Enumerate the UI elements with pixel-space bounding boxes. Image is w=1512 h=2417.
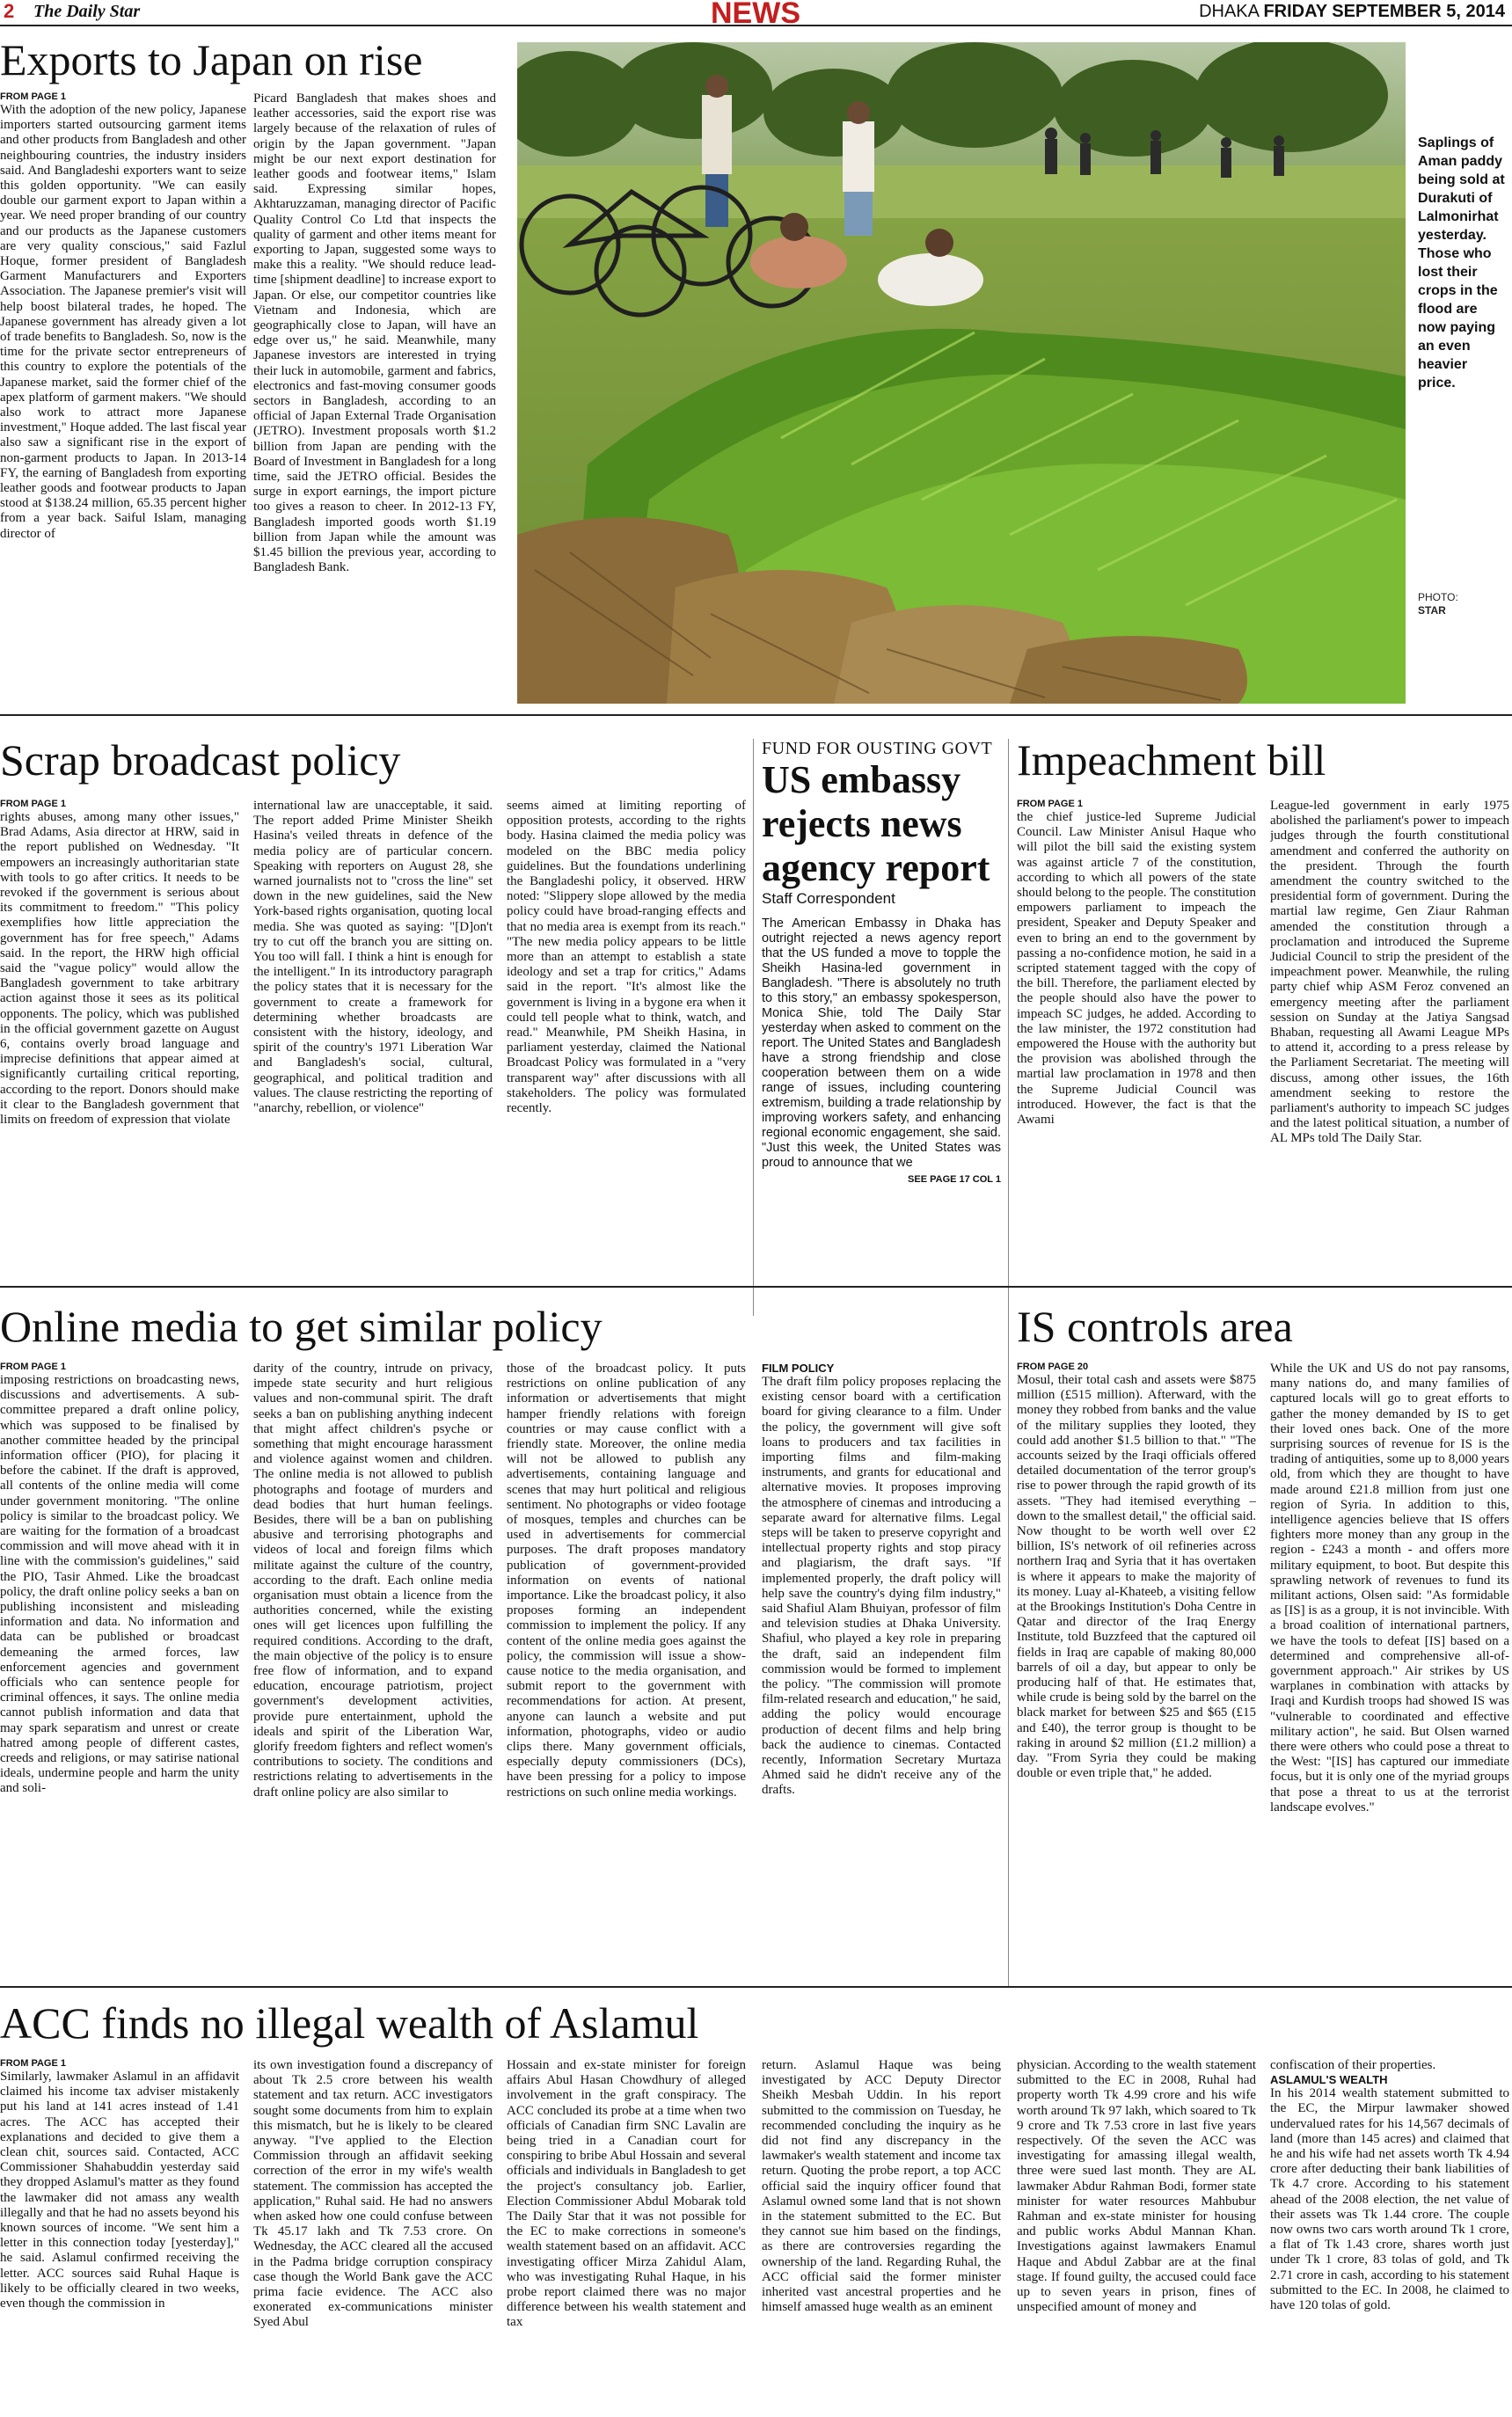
article-online-col2 <box>253 1362 493 1983</box>
article-impeachment-col1 <box>1017 799 1256 1312</box>
article-text: The draft film policy proposes replacing the existing censor board with a certification board for giving clearance to a film. Under the policy, the government will give soft loans to producers and tax facilities in importing films and film-making instruments, and grants for educational and alternative movies. It proposes improving the atmosphere of cinemas and introducing a separate award for alternative films. Legal steps will be taken to preserve copyright and intellectual property rights and stop piracy and plagiarism, the draft says. "If implemented properly, the draft policy will help save the country's dying film industry," said Shafiul Alam Bhuiyan, professor of film and television studies at Dhaka University. Shafiul, who played a key role in preparing the draft, said an independent film commission would be formed to implement the policy. "The commission will promote film-related research and education," he said, adding the policy would encourage production of decent films and help bring back the audience to cinemas. Contacted recently, Information Secretary Murtaza Ahmed said he didn't receive any of the drafts. <box>762 1375 1001 1798</box>
headline-japan: Exports to Japan on rise <box>0 35 423 84</box>
article-text: Similarly, lawmaker Aslamul in an affidavit claimed his income tax adviser mistakenly put his land at 141 acres instead of 1.41 acres. The ACC has accepted their explanations and decided to give them a clean chit, sources said. Contacted, ACC Commissioner Shahabuddin yesterday said they dropped Aslamul's matter as they found the lawmaker did not amass any wealth illegally and that he had no assets beyond his known sources of income. "We sent him a letter in this connection today [yesterday]," he said. Aslamul confirmed receiving the letter. ACC sources said Ruhal Haque is likely to be officially cleared in two weeks, even though the commission in <box>0 2070 239 2311</box>
article-broadcast-col2 <box>253 799 493 1312</box>
article-broadcast-col1 <box>0 799 239 1312</box>
article-is-col2 <box>1270 1362 1509 1983</box>
from-page-label: FROM PAGE 1 <box>0 799 66 809</box>
article-text: return. Aslamul Haque was being investigated by ACC Deputy Director Sheikh Mesbah Uddin. In his report submitted to the commission on Tuesday, he recommended concluding the inquiry as he did not find any discrepancy in the lawmaker's wealth statement and income tax return. Quoting the probe report, a top ACC official said the inquiry officer found that Aslamul owned some land that is not shown in the statement submitted to the EC. But they cannot sue him based on the findings, as there are controversies regarding the ownership of the land. Regarding Ruhal, the ACC official said the former minister inherited vast ancestral properties and he himself amassed huge wealth as an eminent <box>762 2058 1001 2315</box>
article-impeachment-col2 <box>1270 799 1509 1312</box>
article-text: those of the broadcast policy. It puts restrictions on online publication of any information or advertisements that might hamper friendly relations with foreign countries or may cause conflict with a friendly state. Moreover, the online media will not be allowed to publish any advertisements, containing language and scenes that may hurt political and religious sentiment. No photographs or video footage of mosques, temples and churches can be used in advertisements for commercial purposes. The draft proposes mandatory publication of government-provided information on events of national importance. Like the broadcast policy, it also proposes forming an independent commission to implement the policy. If any content of the online media goes against the policy, the commission will issue a show-cause notice to the media organisation, and submit report to the government with recommendations for action. At present, anyone can launch a website and put information, photographs, video or audio clips there. Many government officials, especially deputy commissioners (DCs), have been pressing for a policy to impose restrictions on such online media workings. <box>507 1362 746 1800</box>
article-text: rights abuses, among many other issues," Brad Adams, Asia director at HRW, said in the report published on Wednesday. "It empowers an increasingly authoritarian state with tools to go after critics. It needs to be revoked if the government is serious about its commitment to freedom." "This policy exemplifies how little appreciation the government has for free speech," Adams said. In the report, the HRW high official said the "vague policy" would allow the Bangladesh government to take arbitrary action against those it sees as its political opponents. The policy, which was published in the official government gazette on August 6, contains overly broad language and imprecise definitions that appear aimed at significantly curtailing critical reporting, according to the report. Donors should make it clear to the Bangladesh government that limits on freedom of expression that violate <box>0 810 239 1128</box>
article-text: Hossain and ex-state minister for foreign affairs Abul Hasan Chowdhury of alleged involvement in the graft conspiracy. The ACC concluded its probe at a time when two officials of Canadian firm SNC Lavalin are being tried in a Canadian court for conspiring to bribe Abul Hossain and several officials and individuals in Bangladesh to get the project's consultancy job. Earlier, Election Commissioner Abdul Mobarak told The Daily Star that it was not possible for the EC to make corrections in someone's wealth statement based on an affidavit. ACC investigating officer Mirza Zahidul Alam, who was investigating Ruhal Haque, in his probe report claimed there was no major difference between his wealth statement and tax <box>507 2058 746 2330</box>
column-rule <box>1008 1302 1009 1988</box>
article-acc-col1 <box>0 2058 239 2413</box>
article-text: League-led government in early 1975 abolished the parliament's power to impeach judges through the fourth constitutional amendment and conferred the authority on the president. Through the fourth amendment the country switched to the presidential form of government. During the martial law regime, Gen Ziaur Rahman amended the constitution through a proclamation and introduced the Supreme Judicial Council to strip the president of the impeachment power. Meanwhile, the ruling party chief whip ASM Feroz convened an emergency meeting after the parliament session on Sunday at the Jatiya Sangsad Bhaban, requesting all Awami League MPs to attend it, according to a press release by the Parliament Secretariat. The meeting will discuss, among other issues, the 16th amendment seeking to restore the parliament's authority to impeach SC judges and the latest political situation, a number of AL MPs told The Daily Star. <box>1270 799 1509 1146</box>
article-acc-col2 <box>253 2058 493 2413</box>
column-rule <box>1008 739 1009 1316</box>
from-page-label: FROM PAGE 1 <box>0 91 66 102</box>
article-text: the chief justice-led Supreme Judicial Council. Law Minister Anisul Haque who will pilot the bill said the existing system was against article 7 of the constitution, according to which all powers of the state should belong to the people. The constitution empowers parliament to impeach the president, Speaker and Deputy Speaker and even to bring an end to the government by passing a no-confidence motion, he said in a scripted statement tagged with the copy of the bill. Therefore, the parliament elected by the people should also have the power to impeach SC judges, he added. According to the law minister, the 1972 constitution had empowered the House with the authority but the provision was abolished through the martial law proclamation in 1978 and then the Supreme Judicial Council was introduced. However, the fact is that the Awami <box>1017 810 1256 1128</box>
masthead <box>0 0 1512 30</box>
section-divider <box>0 714 1512 716</box>
column-rule <box>753 739 754 1316</box>
section-title: NEWS <box>711 0 800 30</box>
article-text: physician. According to the wealth statement submitted to the EC in 2008, Ruhal had property worth Tk 4.99 crore and his wife worth around Tk 97 lakh, which soared to Tk 9 crore and Tk 7.53 crore in last five years respectively. Of the seven the ACC was investigating for amassing illegal wealth, three were sued last month. They are AL lawmaker Abdur Rahman Bodi, former state minister for water resources Mahbubur Rahman and ex-state minister for housing and public works Abdul Mannan Khan. Investigations against lawmakers Enamul Haque and Abdul Zabbar are at the final stage. If found guilty, the accused could face up to seven years in prison, fines of unspecified amount of money and <box>1017 2058 1256 2315</box>
headline-is: IS controls area <box>1017 1302 1293 1351</box>
article-online-col1 <box>0 1362 239 1983</box>
article-online-col3 <box>507 1362 746 1983</box>
article-text: imposing restrictions on broadcasting news, discussions and advertisements. A sub-committee prepared a draft online policy, which was supposed to be finalised by another committee headed by the principal information officer (PIO), for placing it before the cabinet. If the draft is approved, all contents of the online media will come under government monitoring. "The online policy is similar to the broadcast policy. We are waiting for the formation of a broadcast commission and will move ahead with it in line with the commission's guidelines," said the PIO, Tasir Ahmed. Like the broadcast policy, the draft online policy seeks a ban on publishing inconsistent and misleading information and data. No information and data can be published or broadcast demeaning the armed forces, law enforcement agencies and government officials who can sentence people for criminal offences, it says. The online media cannot publish information and data that may spark separatism and unrest or create hatred among people of different castes, creeds and religions, or may satirise national ideals, undermine people and harm the unity and soli- <box>0 1373 239 1796</box>
subhead: FILM POLICY <box>762 1362 835 1375</box>
article-text: Mosul, their total cash and assets were $875 million (£515 million). Afterward, with the money they robbed from banks and the value of the military supplies they looted, they could add another $1.5 billion to that." "The accounts seized by the Iraqi officials offered detailed documentation of the terror group's rise to power through the rapid growth of its assets. "They had itemised everything – down to the smallest detail," the official said. Now thought to be worth well over £2 billion, IS's network of oil refineries across northern Iraq and Syria that it has overtaken is where it appears to make the majority of its money. Luay al-Khateeb, a visiting fellow at the Brookings Institution's Doha Centre in Qatar and director of the Iraq Energy Institute, told Buzzfeed that the captured oil fields in Iraq are capable of making 80,000 barrels of oil a day, but appear to only be producing half of that. He estimates that, while crude is being sold by the barrel on the black market for between $25 and $65 (£15 and £40), the terror group is thought to be raking in around $2 million (£1.2 million) a day. "From Syria they could be making double or even triple that," he added. <box>1017 1373 1256 1781</box>
article-text: seems aimed at limiting reporting of opposition protests, according to the rights body. Hasina claimed the media policy was modeled on the BBC media policy guidelines. But the foundations underlining the Bangladeshi policy, it observed. HRW noted: "Slippery slope allowed by the media policy could have broad-ranging effects and that no media area is exempt from its reach." "The new media policy appears to be little more than an attempt to establish a state ideology and set a trap for critics," Adams said in the report. "It's almost like the government is living in a bygone era when it could tell people what to think, watch, and read." Meanwhile, PM Sheikh Hasina, in parliament yesterday, claimed the National Broadcast Policy was formulated in a "very transparent way" after discussions with all stakeholders. The policy was formulated recently. <box>507 799 746 1116</box>
paddy-market-photo <box>517 42 1406 704</box>
byline: Staff Correspondent <box>762 890 895 907</box>
article-acc-col5 <box>1017 2058 1256 2413</box>
article-online-col4 <box>762 1362 1001 1983</box>
from-page-label: FROM PAGE 20 <box>1017 1362 1089 1372</box>
from-page-label: FROM PAGE 1 <box>1017 799 1083 809</box>
article-text: While the UK and US do not pay ransoms, many nations do, and many families of captured locals will go to great efforts to gather the money demanded by IS to get their loved ones back. One of the more surprising sources of revenue for IS is the trading of antiquities, some up to 8,000 years old, from which they are thought to have made around £21.8 million from just one region of Syria. In addition to this, intelligence agencies believe that IS offers fighters more money than any group in the region - £243 a month - and offers more military equipment, to boot. But despite this sprawling network of revenues to fund its militant actions, Olsen said: "As formidable as [IS] is as a group, it is not invincible. With a broad coalition of international partners, we have the tools to defeat [IS] based on a determined and comprehensive all-of-government approach." Air strikes by US warplanes in combination with attacks by Iraqi and Kurdish troops had showed IS was "vulnerable to coordinated and effective military action", he said. But Olsen warned there were others who could pose a threat to the West: "[IS] has captured our immediate focus, but it is only one of the myriad groups that pose a threat to us at the terrorist landscape evolves." <box>1270 1362 1509 1815</box>
article-japan-col2 <box>253 91 496 707</box>
section-divider <box>0 1986 1512 1988</box>
dateline <box>1199 2 1505 22</box>
headline-online-media: Online media to get similar policy <box>0 1302 603 1351</box>
paper-name: The Daily Star <box>33 2 141 21</box>
headline-broadcast: Scrap broadcast policy <box>0 735 401 785</box>
article-text: confiscation of their properties. <box>1270 2058 1436 2072</box>
story-kicker: FUND FOR OUSTING GOVT <box>762 739 993 758</box>
article-text: With the adoption of the new policy, Japanese importers started outsourcing garment items and other products from Bangladesh and other neighbouring countries, the industry insiders said. And Bangladeshi exporters want to seize this golden opportunity. "We can easily double our garment export to Japan within a year. We need proper branding of our country and our products as the Japanese customers are very quality conscious," said Fazlul Hoque, former president of Bangladesh Garment Manufacturers and Exporters Association. The Japanese premier's visit will help boost bilateral trades, he hoped. The Japanese government has already given a lot of trade benefits to Bangladesh. So, now is the time for the private sector entrepreneurs of this country to explore the potentials of the Japanese market, said the former chief of the apex platform of garment makers. "We should also work to attract more Japanese investment," Hoque added. The last fiscal year also saw a significant rise in the export of non-garment products to Japan. In 2013-14 FY, the earning of Bangladesh from exporting leather goods and footwear products to Japan stood at $138.24 million, 65.35 percent higher from a year back. Saiful Islam, managing director of <box>0 103 246 541</box>
article-broadcast-col3 <box>507 799 746 1312</box>
article-japan-col1 <box>0 91 246 707</box>
article-is-col1 <box>1017 1362 1256 1983</box>
photo-caption: Saplings of Aman paddy being sold at Durakuti of Lalmonirhat yesterday. Those who lost their crops in the flood are now paying an even heavier price. <box>1418 135 1505 391</box>
photo-credit-label: PHOTO: <box>1418 591 1458 603</box>
headline-embassy: US embassy rejects news agency report <box>762 758 990 889</box>
article-acc-col4 <box>762 2058 1001 2413</box>
headline-acc: ACC finds no illegal wealth of Aslamul <box>0 1998 699 2048</box>
from-page-label: FROM PAGE 1 <box>0 2058 66 2069</box>
from-page-label: FROM PAGE 1 <box>0 1362 66 1372</box>
photo-credit-name: STAR <box>1418 604 1446 617</box>
article-text: The American Embassy in Dhaka has outright rejected a news agency report that the US funded a move to topple the Sheikh Hasina-led government in Bangladesh. "There is absolutely no truth to this story," an embassy spokesperson, Monica Shie, told The Daily Star yesterday when asked to comment on the report. The United States and Bangladesh have a strong friendship and close cooperation between them on a wide range of issues, including countering extremism, building a trade relationship by improving workers safety, and enhancing regional economic engagement, she said. "Just this week, the United States was proud to announce that we <box>762 916 1001 1170</box>
article-acc-col6 <box>1270 2058 1509 2413</box>
section-divider <box>0 1286 1512 1288</box>
headline-impeachment: Impeachment bill <box>1017 735 1326 785</box>
photo-credit <box>1418 591 1458 617</box>
article-text: its own investigation found a discrepancy of about Tk 2.5 crore between his wealth statement and tax return. ACC investigators sought some documents from him to explain this mismatch, but he is likely to be cleared anyway. "I've applied to the Election Commission through an affidavit seeking correction of the error in my wife's wealth statement. The commission has accepted the application," Ruhal said. He had no answers when asked how one could confuse between Tk 45.17 lakh and Tk 7.53 crore. On Wednesday, the ACC cleared all the accused in the Padma bridge corruption conspiracy case though the World Bank gave the ACC prima facie evidence. The ACC also exonerated ex-communications minister Syed Abul <box>253 2058 493 2330</box>
subhead: ASLAMUL'S WEALTH <box>1270 2073 1388 2087</box>
article-text: international law are unacceptable, it said. The report added Prime Minister Sheikh Hasina's veiled threats in defence of the media policy are of particular concern. Speaking with reporters on August 28, she warned journalists not to "cross the line" set down in the new guidelines, said the New York-based rights organisation, quoting local media. She was quoted as saying: "[D]on't try to cut off the branch you are sitting on. You too will fall. I think a hint is enough for the intelligent." In its introductory paragraph the policy states that it is necessary for the government to create a framework for determining whether broadcasts are consistent with the history, ideology, and spirit of the country's 1971 Liberation War and Bangladesh's social, cultural, geographical, and political tradition and values. The clause restricting the reporting of "anarchy, rebellion, or violence" <box>253 799 493 1116</box>
article-text: Picard Bangladesh that makes shoes and leather accessories, said the export rise was largely because of the relaxation of rules of origin by the Japan government. "Japan might be our next export destination for leather goods and footwear items," Islam said. Expressing similar hopes, Akhtaruzzaman, managing director of Pacific Quality Control Co Ltd that inspects the quality of garment and other items meant for exporting to Japan, suggested some ways to make this a reality. "We should reduce lead-time [shipment deadline] to increase export to Japan. Or else, our competitor countries like Vietnam and Indonesia, which are geographically close to Japan, will have an edge over us," he said. Meanwhile, many Japanese investors are interested in trying their luck in automobile, garment and fabrics, electronics and fast-moving consumer goods sectors in Bangladesh, according to an official of Japan External Trade Organisation (JETRO). Investment proposals worth $1.2 billion from Japan are pending with the Board of Investment in Bangladesh for a long time, said the JETRO official. Besides the surge in export earnings, the import picture too gives a reason to cheer. In 2012-13 FY, Bangladesh imported goods worth $1.19 billion from Japan while the amount was $1.45 billion the previous year, according to Bangladesh Bank. <box>253 91 496 575</box>
article-embassy <box>762 916 1001 1314</box>
dateline-city: DHAKA <box>1199 2 1259 21</box>
dateline-date: FRIDAY SEPTEMBER 5, 2014 <box>1263 2 1505 21</box>
news-photo <box>517 42 1406 704</box>
article-text: In his 2014 wealth statement submitted to the EC, the Mirpur lawmaker showed undervalued rates for his 14,567 decimals of land (more than 145 acres) and claimed that he and his wife had net assets worth Tk 4.94 crore after deducting their bank liabilities of Tk 4.7 crore. According to his statement ahead of the 2008 election, the net value of their assets was Tk 1.44 crore. The couple now owns two cars worth around Tk 1 crore, a flat of Tk 1.43 crore, shares worth just under Tk 1 crore, 83 tolas of gold, and Tk 2.71 crore in cash, according to his statement submitted to the EC. In 2008, he claimed to have 120 tolas of gold. <box>1270 2086 1509 2313</box>
article-acc-col3 <box>507 2058 746 2413</box>
page-number: 2 <box>4 0 15 22</box>
see-page-jump: SEE PAGE 17 COL 1 <box>908 1174 1001 1185</box>
article-text: darity of the country, intrude on privacy, impede state security and hurt religious values and non-communal spirit. The draft seeks a ban on publishing anything indecent that might affect children's psyche or something that might encourage harassment and violence against women and children. The online media is not allowed to publish photographs and footage of murders and dead bodies that hurt human feelings. Besides, there will be a ban on publishing abusive and terrorising photographs and videos of local and foreign films which militate against the culture of the country, according to the draft. Each online media organisation must obtain a licence from the authorities concerned, while the existing ones will get licences upon fulfilling the required conditions. According to the draft, the main objective of the policy is to ensure free flow of information, and to expand education, encourage patriotism, project government's development activities, provide pure entertainment, uphold the ideals and spirit of the Liberation War, glorify freedom fighters and reflect women's contributions to society. The conditions and restrictions relating to advertisements in the draft online policy are also similar to <box>253 1362 493 1800</box>
